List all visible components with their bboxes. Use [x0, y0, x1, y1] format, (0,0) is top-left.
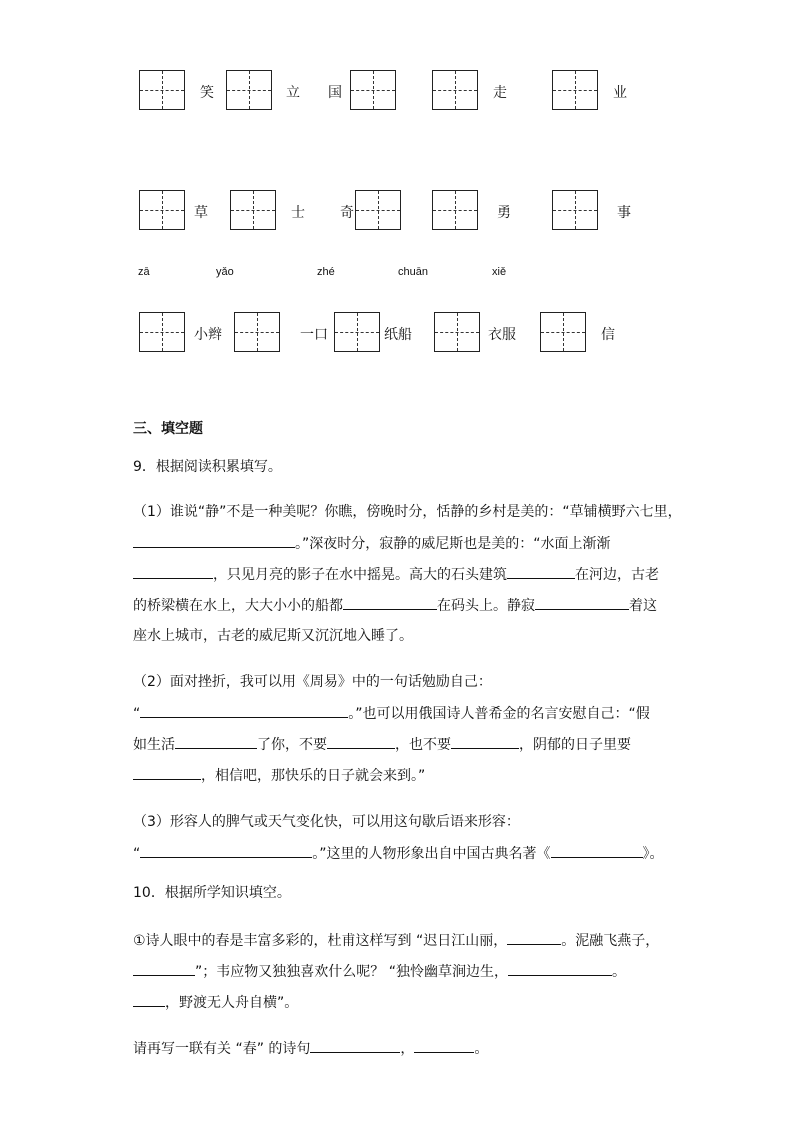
answer-blank[interactable]	[133, 564, 213, 579]
answer-blank[interactable]	[507, 564, 575, 579]
char-box[interactable]	[432, 70, 478, 110]
answer-blank[interactable]	[507, 930, 561, 945]
q10-line4: 请再写一联有关 “春” 的诗句 ， 。	[133, 1038, 488, 1059]
pinyin-label: xiě	[492, 266, 507, 278]
question-title: 9．根据阅读积累填写。	[133, 459, 282, 475]
char-box[interactable]	[552, 70, 598, 110]
answer-blank[interactable]	[133, 533, 295, 548]
q9-p2-line4: ，相信吧，那快乐的日子就会来到。”	[133, 765, 425, 786]
pinyin-label: yǎo	[216, 266, 234, 278]
char-box[interactable]	[139, 190, 185, 230]
char-box[interactable]	[230, 190, 276, 230]
char-label: 草	[194, 205, 208, 221]
char-box[interactable]	[350, 70, 396, 110]
q9-p1-line3: ，只见月亮的影子在水中摇晃。高大的石头建筑 在河边，古老	[133, 564, 659, 585]
pinyin-label: zā	[138, 266, 150, 278]
q9-p2-line2: “ 。”也可以用俄国诗人普希金的名言安慰自己：“假	[133, 703, 650, 724]
answer-blank[interactable]	[175, 734, 257, 749]
q9-p1-line2: 。”深夜时分，寂静的威尼斯也是美的：“水面上渐渐	[133, 533, 611, 554]
answer-blank[interactable]	[343, 595, 437, 610]
char-label: 一口	[300, 327, 328, 343]
answer-blank[interactable]	[133, 961, 195, 976]
answer-blank[interactable]	[508, 961, 612, 976]
answer-blank[interactable]	[133, 992, 165, 1007]
answer-blank[interactable]	[327, 734, 395, 749]
char-box[interactable]	[355, 190, 401, 230]
section-heading: 三、填空题	[133, 421, 203, 437]
q9-p1-line5: 座水上城市，古老的威尼斯又沉沉地入睡了。	[133, 628, 413, 644]
question-title: 10．根据所学知识填空。	[133, 885, 291, 901]
char-box[interactable]	[434, 312, 480, 352]
answer-blank[interactable]	[133, 765, 201, 780]
char-label: 勇	[497, 205, 511, 221]
pinyin-label: zhé	[317, 266, 335, 278]
q10-line3: ，野渡无人舟自横”。	[133, 992, 298, 1013]
char-box[interactable]	[432, 190, 478, 230]
char-box[interactable]	[226, 70, 272, 110]
char-label: 业	[613, 85, 627, 101]
pinyin-label: chuān	[398, 266, 428, 278]
q10-line1: ①诗人眼中的春是丰富多彩的，杜甫这样写到 “迟日江山丽， 。泥融飞燕子，	[133, 930, 659, 951]
char-box[interactable]	[552, 190, 598, 230]
char-label: 走	[493, 85, 507, 101]
q9-p1-line4: 的桥梁横在水上，大大小小的船都 在码头上。静寂 着这	[133, 595, 657, 616]
q10-line2: ”；韦应物又独独喜欢什么呢？ “独怜幽草涧边生， 。	[133, 961, 626, 982]
char-label: 奇	[340, 205, 354, 221]
answer-blank[interactable]	[140, 843, 312, 858]
char-box[interactable]	[139, 312, 185, 352]
answer-blank[interactable]	[451, 734, 519, 749]
char-label: 国	[328, 85, 342, 101]
q9-p2-line1: （2）面对挫折，我可以用《周易》中的一句话勉励自己：	[133, 674, 492, 690]
answer-blank[interactable]	[551, 843, 643, 858]
q9-p3-line1: （3）形容人的脾气或天气变化快，可以用这句歇后语来形容：	[133, 814, 520, 830]
char-label: 立	[286, 85, 300, 101]
q9-p1-line1: （1）谁说“静”不是一种美呢？你瞧，傍晚时分，恬静的乡村是美的：“草铺横野六七里，	[133, 504, 682, 520]
char-box[interactable]	[540, 312, 586, 352]
char-label: 信	[601, 327, 615, 343]
char-label: 事	[617, 205, 631, 221]
q9-p2-line3: 如生活 了你，不要 ，也不要 ，阴郁的日子里要	[133, 734, 631, 755]
char-label: 士	[291, 205, 305, 221]
char-label: 笑	[200, 85, 214, 101]
char-label: 纸船	[384, 327, 412, 343]
char-label: 衣服	[488, 327, 516, 343]
answer-blank[interactable]	[140, 703, 348, 718]
char-box[interactable]	[334, 312, 380, 352]
answer-blank[interactable]	[535, 595, 629, 610]
answer-blank[interactable]	[414, 1038, 474, 1053]
char-box[interactable]	[139, 70, 185, 110]
answer-blank[interactable]	[310, 1038, 400, 1053]
q9-p3-line2: “ 。”这里的人物形象出自中国古典名著《 》。	[133, 843, 664, 864]
char-label: 小辫	[194, 327, 222, 343]
char-box[interactable]	[234, 312, 280, 352]
